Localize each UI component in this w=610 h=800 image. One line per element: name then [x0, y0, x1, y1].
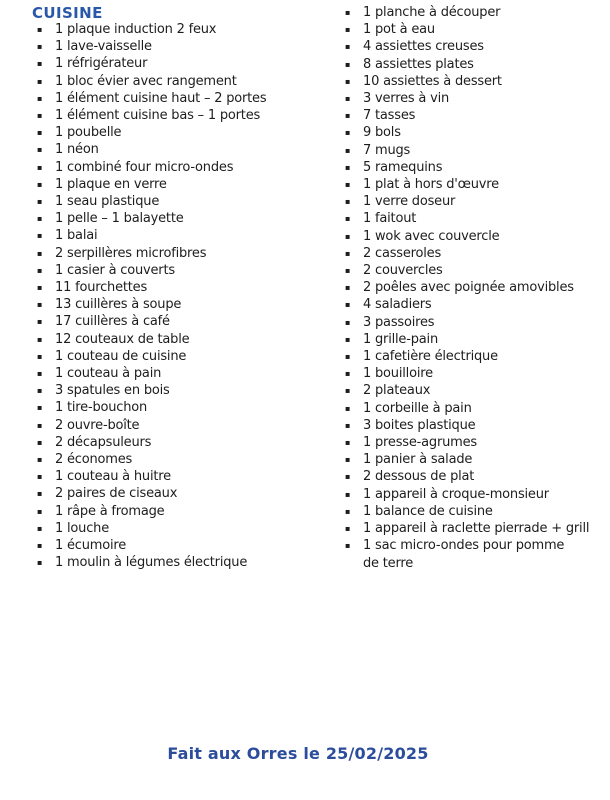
list-item — [345, 486, 610, 503]
list-item — [37, 73, 305, 90]
list-item — [345, 245, 610, 262]
bullet-icon: ▪ — [37, 369, 43, 379]
list-item — [37, 159, 305, 176]
list-item — [345, 90, 610, 107]
bullet-icon: ▪ — [345, 76, 351, 86]
bullet-icon: ▪ — [345, 266, 351, 276]
list-item — [37, 90, 305, 107]
bullet-icon: ▪ — [37, 265, 43, 275]
list-item — [345, 21, 610, 38]
list-item — [37, 417, 305, 434]
item-label: 1 appareil à croque-monsieur — [363, 486, 549, 502]
bullet-icon: ▪ — [37, 25, 43, 34]
list-item — [37, 227, 305, 244]
item-label: 1 pelle – 1 balayette — [55, 211, 184, 227]
item-label: 1 sac micro-ondes pour pomme de terre — [363, 538, 565, 571]
item-label: 1 wok avec couvercle — [363, 228, 500, 244]
item-label: 1 râpe à fromage — [55, 503, 165, 519]
bullet-icon: ▪ — [345, 145, 351, 155]
item-label: 17 cuillères à café — [55, 314, 170, 330]
bullet-icon: ▪ — [345, 334, 351, 344]
bullet-icon: ▪ — [37, 403, 43, 413]
item-label: 1 néon — [55, 142, 99, 158]
item-label: 1 combiné four micro-ondes — [55, 159, 234, 175]
bullet-icon: ▪ — [345, 386, 351, 396]
item-label: 2 poêles avec poignée amovibles — [363, 280, 574, 296]
item-label: 4 saladiers — [363, 297, 432, 313]
footer-note: Fait aux Orres le 25/02/2025 — [167, 744, 429, 763]
item-label: 1 presse-agrumes — [363, 435, 477, 451]
item-label: 3 spatules en bois — [55, 383, 170, 399]
bullet-icon: ▪ — [345, 352, 351, 362]
list-item — [345, 142, 610, 159]
list-item — [37, 348, 305, 365]
bullet-icon: ▪ — [345, 197, 351, 207]
item-label: 3 passoires — [363, 314, 435, 330]
item-label: 8 assiettes plates — [363, 56, 474, 72]
item-label: 2 dessous de plat — [363, 469, 475, 485]
list-item — [37, 21, 305, 38]
bullet-icon: ▪ — [345, 506, 351, 516]
item-label: 1 verre doseur — [363, 194, 456, 210]
bullet-icon: ▪ — [37, 386, 43, 396]
bullet-icon: ▪ — [37, 351, 43, 361]
bullet-icon: ▪ — [345, 248, 351, 258]
bullet-icon: ▪ — [37, 248, 43, 258]
item-label: 1 couteau à huitre — [55, 469, 171, 485]
bullet-icon: ▪ — [345, 403, 351, 413]
two-column-list — [0, 4, 610, 572]
list-item — [37, 124, 305, 141]
item-label: 3 verres à vin — [363, 91, 450, 107]
bullet-icon: ▪ — [37, 523, 43, 533]
bullet-icon: ▪ — [37, 76, 43, 86]
bullet-icon: ▪ — [37, 558, 43, 568]
list-item — [37, 193, 305, 210]
item-label: 1 réfrigérateur — [55, 56, 148, 72]
list-item — [37, 38, 305, 55]
item-label: 2 plateaux — [363, 383, 431, 399]
list-item — [345, 210, 610, 227]
list-item — [37, 365, 305, 382]
list-item — [345, 468, 610, 485]
item-label: 1 écumoire — [55, 538, 127, 554]
item-label: 1 plaque en verre — [55, 176, 167, 192]
bullet-icon: ▪ — [37, 197, 43, 207]
item-label: 1 balance de cuisine — [363, 503, 493, 519]
list-item — [345, 348, 610, 365]
item-list-left — [0, 4, 305, 572]
bullet-icon: ▪ — [37, 214, 43, 224]
bullet-icon: ▪ — [37, 455, 43, 465]
item-label: 2 économes — [55, 452, 133, 468]
list-item — [37, 382, 305, 399]
list-item — [345, 124, 610, 141]
item-label: 2 décapsuleurs — [55, 434, 152, 450]
bullet-icon: ▪ — [37, 42, 43, 52]
item-label: 5 ramequins — [363, 159, 443, 175]
list-item — [37, 520, 305, 537]
bullet-icon: ▪ — [37, 420, 43, 430]
item-label: 1 moulin à légumes électrique — [55, 555, 248, 571]
list-item — [37, 554, 305, 571]
bullet-icon: ▪ — [345, 524, 351, 534]
item-label: 1 grille-pain — [363, 331, 438, 347]
bullet-icon: ▪ — [345, 162, 351, 172]
bullet-icon: ▪ — [345, 472, 351, 482]
bullet-icon: ▪ — [37, 300, 43, 310]
bullet-icon: ▪ — [37, 231, 43, 241]
bullet-icon: ▪ — [37, 472, 43, 482]
bullet-icon: ▪ — [345, 455, 351, 465]
list-item — [37, 245, 305, 262]
item-label: 1 poubelle — [55, 125, 122, 141]
list-item — [345, 520, 610, 537]
item-label: 1 casier à couverts — [55, 262, 175, 278]
list-item — [37, 537, 305, 554]
list-item — [345, 417, 610, 434]
item-list-right — [305, 4, 610, 572]
item-label: 1 couteau de cuisine — [55, 348, 187, 364]
section-heading: CUISINE — [32, 4, 103, 22]
bullet-icon: ▪ — [345, 94, 351, 104]
item-label: 1 seau plastique — [55, 194, 160, 210]
list-item — [345, 228, 610, 245]
item-label: 1 plat à hors d'œuvre — [363, 177, 499, 193]
item-label: 1 bouilloire — [363, 366, 433, 382]
list-item — [37, 503, 305, 520]
bullet-icon: ▪ — [345, 59, 351, 69]
list-item — [37, 279, 305, 296]
item-label: 2 ouvre-boîte — [55, 417, 140, 433]
bullet-icon: ▪ — [345, 42, 351, 52]
bullet-icon: ▪ — [37, 334, 43, 344]
item-label: 13 cuillères à soupe — [55, 297, 182, 313]
item-label: 1 cafetière électrique — [363, 349, 498, 365]
bullet-icon: ▪ — [345, 438, 351, 448]
bullet-icon: ▪ — [345, 369, 351, 379]
bullet-icon: ▪ — [37, 317, 43, 327]
bullet-icon: ▪ — [37, 128, 43, 138]
list-item — [345, 107, 610, 124]
list-item — [345, 434, 610, 451]
bullet-icon: ▪ — [37, 506, 43, 516]
item-label: 1 balai — [55, 228, 98, 244]
list-item — [345, 314, 610, 331]
item-label: 1 appareil à raclette pierrade + grill — [363, 521, 590, 537]
list-item — [345, 451, 610, 468]
item-label: 3 boites plastique — [363, 417, 476, 433]
bullet-icon: ▪ — [345, 489, 351, 499]
item-label: 1 louche — [55, 520, 109, 536]
bullet-icon: ▪ — [37, 111, 43, 121]
list-item — [37, 55, 305, 72]
item-label: 11 fourchettes — [55, 280, 148, 296]
bullet-icon: ▪ — [37, 283, 43, 293]
list-item — [37, 210, 305, 227]
item-label: 1 bloc évier avec rangement — [55, 73, 237, 89]
bullet-icon: ▪ — [345, 231, 351, 241]
list-item — [345, 38, 610, 55]
list-item — [37, 141, 305, 158]
list-item — [37, 451, 305, 468]
item-label: 12 couteaux de table — [55, 331, 190, 347]
list-item — [345, 382, 610, 399]
list-item — [37, 485, 305, 502]
bullet-icon: ▪ — [345, 214, 351, 224]
bullet-icon: ▪ — [345, 541, 351, 551]
item-label: 2 serpillères microfibres — [55, 245, 207, 261]
bullet-icon: ▪ — [37, 59, 43, 69]
list-item — [37, 331, 305, 348]
item-label: 1 lave-vaisselle — [55, 39, 152, 55]
item-label: 7 tasses — [363, 108, 416, 124]
item-label: 10 assiettes à dessert — [363, 73, 502, 89]
list-item — [345, 365, 610, 382]
item-label: 9 bols — [363, 125, 401, 141]
item-label: 1 corbeille à pain — [363, 400, 472, 416]
item-label: 4 assiettes creuses — [363, 39, 484, 55]
bullet-icon: ▪ — [37, 179, 43, 189]
item-label: 2 couvercles — [363, 263, 443, 279]
list-item — [345, 331, 610, 348]
item-label: 1 couteau à pain — [55, 366, 162, 382]
list-item — [345, 537, 610, 571]
list-item — [345, 4, 610, 21]
bullet-icon: ▪ — [345, 300, 351, 310]
bullet-icon: ▪ — [345, 8, 351, 17]
list-item — [345, 279, 610, 296]
list-item — [345, 193, 610, 210]
bullet-icon: ▪ — [37, 93, 43, 103]
list-item — [345, 159, 610, 176]
list-item — [345, 400, 610, 417]
list-item — [37, 468, 305, 485]
item-label: 1 élément cuisine haut – 2 portes — [55, 90, 267, 106]
bullet-icon: ▪ — [345, 111, 351, 121]
item-label: 1 panier à salade — [363, 452, 473, 468]
list-item — [37, 296, 305, 313]
bullet-icon: ▪ — [345, 420, 351, 430]
item-label: 1 plaque induction 2 feux — [55, 22, 217, 37]
list-item — [37, 313, 305, 330]
list-item — [345, 73, 610, 90]
list-item — [345, 262, 610, 279]
list-item — [345, 176, 610, 193]
bullet-icon: ▪ — [37, 489, 43, 499]
bullet-icon: ▪ — [37, 437, 43, 447]
bullet-icon: ▪ — [37, 541, 43, 551]
bullet-icon: ▪ — [37, 145, 43, 155]
list-item — [37, 176, 305, 193]
list-item — [345, 296, 610, 313]
item-label: 1 faitout — [363, 211, 417, 227]
bullet-icon: ▪ — [37, 162, 43, 172]
item-label: 1 planche à découper — [363, 5, 501, 20]
list-item — [37, 399, 305, 416]
bullet-icon: ▪ — [345, 180, 351, 190]
bullet-icon: ▪ — [345, 25, 351, 35]
item-label: 2 paires de ciseaux — [55, 486, 178, 502]
bullet-icon: ▪ — [345, 317, 351, 327]
item-label: 2 casseroles — [363, 245, 442, 261]
list-item — [37, 434, 305, 451]
list-item — [345, 503, 610, 520]
bullet-icon: ▪ — [345, 128, 351, 138]
list-item — [345, 56, 610, 73]
item-label: 7 mugs — [363, 142, 411, 158]
item-label: 1 pot à eau — [363, 22, 435, 38]
list-item — [37, 107, 305, 124]
item-label: 1 tire-bouchon — [55, 400, 148, 416]
item-label: 1 élément cuisine bas – 1 portes — [55, 108, 261, 124]
bullet-icon: ▪ — [345, 283, 351, 293]
list-item — [37, 262, 305, 279]
